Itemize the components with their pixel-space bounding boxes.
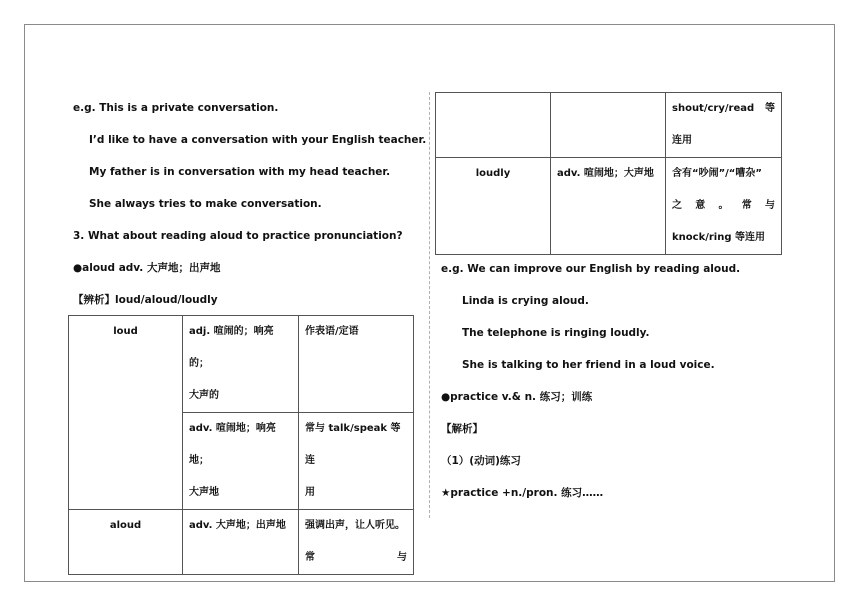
table-cell-meaning: [551, 158, 666, 255]
example-line: The telephone is ringing loudly.: [462, 327, 650, 339]
usage-text-justified: [672, 190, 775, 222]
example-line: She always tries to make conversation.: [89, 198, 322, 210]
usage-word: shout/cry/read: [672, 103, 755, 114]
meaning-text: adv. 喧闹地；响亮地；: [189, 423, 276, 466]
table-row: [69, 316, 414, 413]
table-cell-word: [69, 316, 183, 510]
table-cell-word: [436, 93, 551, 158]
comparison-table-left: [68, 315, 414, 575]
example-line: e.g. This is a private conversation.: [73, 102, 279, 114]
comparison-table-right: [435, 92, 782, 255]
meaning-text: adv. 大声地；出声地: [189, 520, 286, 531]
table-cell-meaning: [183, 413, 299, 510]
table-cell-usage: [666, 158, 782, 255]
analysis-heading: 【解析】: [441, 423, 483, 435]
table-row: [436, 158, 782, 255]
table-cell-meaning: [183, 510, 299, 575]
usage-pattern: ★practice +n./pron. 练习……: [441, 487, 604, 499]
usage-word: 常: [741, 200, 752, 211]
usage-text: 含有“吵闹”/“嘈杂”: [672, 168, 762, 179]
usage-word: 意: [695, 200, 706, 211]
usage-text: knock/ring 等连用: [672, 232, 765, 243]
example-line: Linda is crying aloud.: [462, 295, 589, 307]
analysis-heading: 【辨析】loud/aloud/loudly: [73, 294, 218, 306]
table-row: [436, 93, 782, 158]
usage-text: 强调出声，让人听见。: [305, 520, 405, 531]
usage-word: 之: [672, 200, 682, 211]
usage-text: 作表语/定语: [305, 326, 359, 337]
table-cell-word: [69, 510, 183, 575]
table-cell-meaning: [183, 316, 299, 413]
word-loudly: loudly: [475, 168, 511, 179]
meaning-text: adv. 喧闹地；大声地: [557, 168, 654, 179]
usage-word: 。: [718, 200, 729, 211]
question-heading: 3. What about reading aloud to practice pronunciation?: [73, 230, 403, 242]
meaning-text: 大声的: [189, 390, 219, 401]
usage-text: 连用: [672, 135, 692, 146]
word-loud: loud: [113, 326, 138, 337]
meaning-text: adj. 喧闹的；响亮的；: [189, 326, 274, 369]
usage-text: 常与 talk/speak 等连: [305, 423, 401, 466]
usage-word: 等: [765, 103, 775, 114]
table-cell-usage: [666, 93, 782, 158]
usage-word: 与: [397, 552, 407, 563]
table-row: [69, 510, 414, 575]
usage-text-justified: [305, 542, 407, 574]
sub-heading: （1）(动词)练习: [441, 455, 521, 467]
table-cell-usage: [299, 510, 414, 575]
word-aloud: aloud: [109, 520, 142, 531]
usage-text-justified: [672, 93, 775, 125]
table-cell-usage: [299, 413, 414, 510]
meaning-text: 大声地: [189, 487, 219, 498]
example-line: I’d like to have a conversation with your English teacher.: [89, 134, 427, 146]
example-line: e.g. We can improve our English by reading aloud.: [441, 263, 741, 275]
table-cell-usage: [299, 316, 414, 413]
usage-word: 与: [765, 200, 775, 211]
table-cell-word: [436, 158, 551, 255]
example-line: My father is in conversation with my head teacher.: [89, 166, 391, 178]
vocab-entry: ●practice v.& n. 练习；训练: [441, 391, 593, 403]
usage-word: 常: [305, 552, 315, 563]
usage-text: 用: [305, 487, 315, 498]
column-divider: [429, 92, 430, 518]
vocab-entry: ●aloud adv. 大声地；出声地: [73, 262, 221, 274]
example-line: She is talking to her friend in a loud voice.: [462, 359, 715, 371]
table-cell-meaning: [551, 93, 666, 158]
